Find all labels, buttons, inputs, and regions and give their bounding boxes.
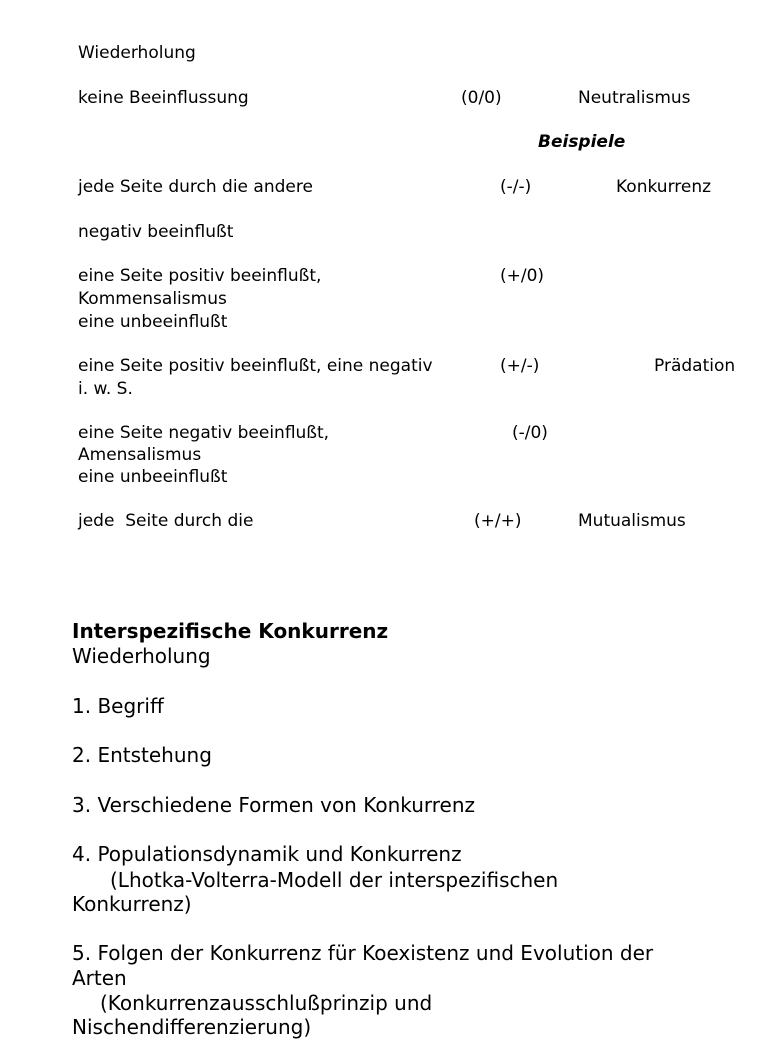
row-commensalism-name: Kommensalismus <box>78 289 227 309</box>
row-mutualism-name: Mutualismus <box>578 511 686 531</box>
row-neutralism-code: (0/0) <box>461 88 502 108</box>
row-amensalism-code: (-/0) <box>512 423 548 443</box>
outline-item-2: 2. Entstehung <box>72 743 212 767</box>
row-competition-desc-cont: negativ beeinflußt <box>78 222 234 242</box>
outline-item-5-cont: Arten <box>72 966 127 990</box>
row-mutualism-desc: jede Seite durch die <box>78 511 254 531</box>
row-commensalism-desc: eine Seite positiv beeinflußt, <box>78 266 322 286</box>
row-mutualism-code: (+/+) <box>474 511 522 531</box>
row-amensalism-desc: eine Seite negativ beeinflußt, <box>78 423 330 443</box>
row-neutralism-desc: keine Beeinflussung <box>78 88 249 108</box>
row-competition-name: Konkurrenz <box>616 177 712 197</box>
row-amensalism-desc-cont: eine unbeeinflußt <box>78 467 228 487</box>
row-competition-desc: jede Seite durch die andere <box>78 177 313 197</box>
outline-item-5-detail-cont: Nischendifferenzierung) <box>72 1015 312 1039</box>
row-amensalism-name: Amensalismus <box>78 445 202 465</box>
row-competition-code: (-/-) <box>500 177 532 197</box>
row-predation-code: (+/-) <box>500 356 540 376</box>
outline-item-1: 1. Begriff <box>72 694 164 718</box>
row-commensalism-code: (+/0) <box>500 266 545 286</box>
outline-item-4: 4. Populationsdynamik und Konkurrenz <box>72 842 462 866</box>
row-predation-desc: eine Seite positiv beeinflußt, eine negativ <box>78 356 433 376</box>
outline-item-5-detail: (Konkurrenzausschlußprinzip und <box>100 991 433 1015</box>
row-neutralism-name: Neutralismus <box>578 88 691 108</box>
outline-item-4-detail-cont: Konkurrenz) <box>72 892 192 916</box>
outline-item-4-detail: (Lhotka-Volterra-Modell der interspezifischen <box>110 868 559 892</box>
upper-heading: Wiederholung <box>78 43 196 63</box>
row-predation-name-cont: i. w. S. <box>78 379 133 399</box>
outline-item-3: 3. Verschiedene Formen von Konkurrenz <box>72 793 476 817</box>
row-commensalism-desc-cont: eine unbeeinflußt <box>78 312 228 332</box>
examples-label: Beispiele <box>538 132 626 152</box>
section-subtitle: Wiederholung <box>72 644 211 668</box>
row-predation-name: Prädation <box>654 356 736 376</box>
section-title: Interspezifische Konkurrenz <box>72 619 389 643</box>
outline-item-5: 5. Folgen der Konkurrenz für Koexistenz und Evolution der <box>72 941 654 965</box>
